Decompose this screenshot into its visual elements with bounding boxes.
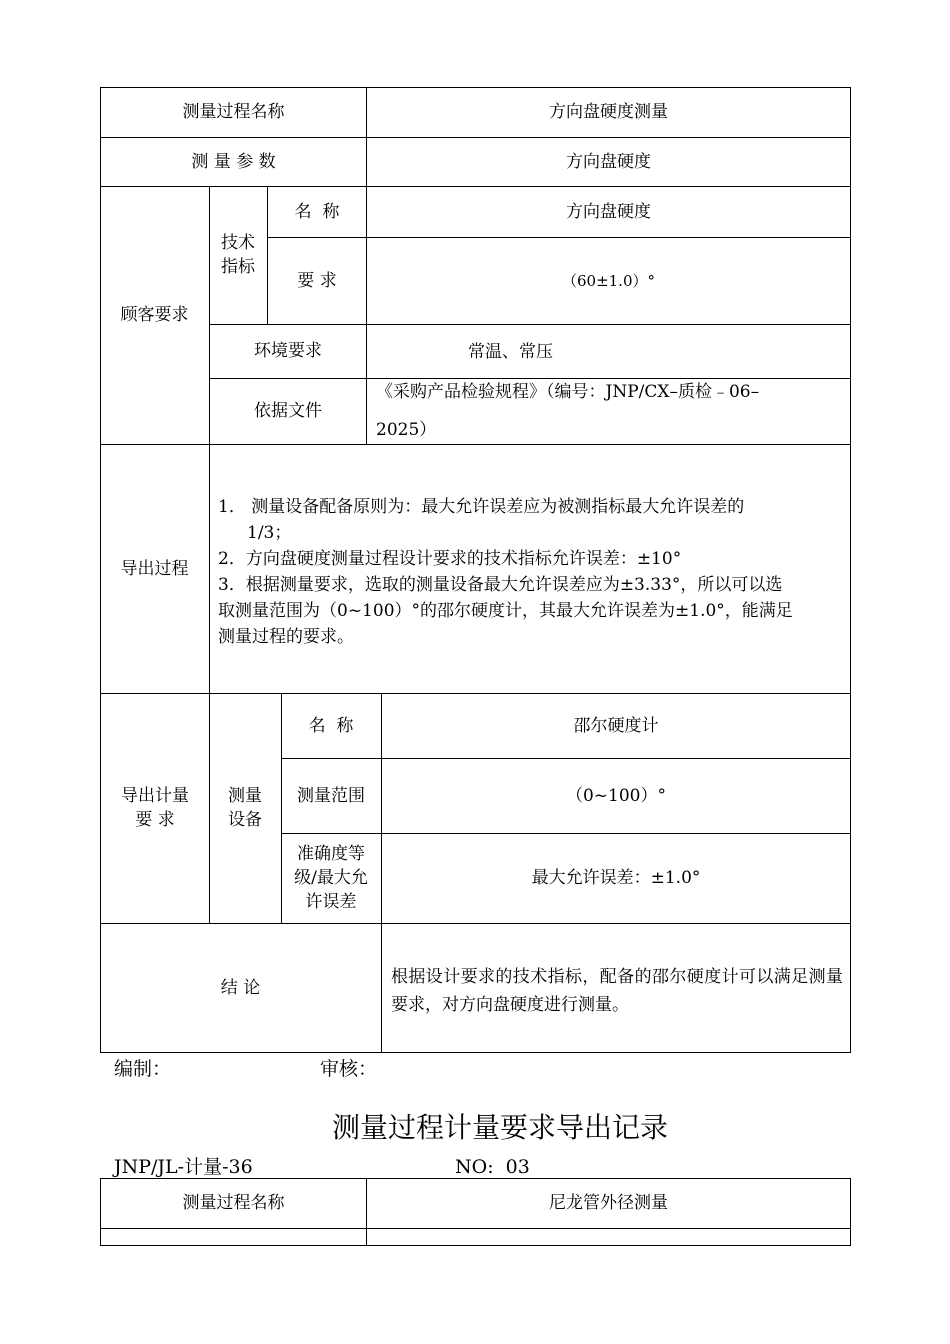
- reviewed-by-label: 审核：: [320, 1058, 378, 1080]
- env-value: 常温、常压: [468, 342, 553, 362]
- param-value: 方向盘硬度: [566, 151, 651, 172]
- range-value: （0~100）°: [565, 785, 666, 806]
- eq-name-value: 邵尔硬度计: [573, 715, 659, 736]
- equipment-label: 测量设备: [228, 786, 262, 830]
- derive-text: [218, 494, 842, 650]
- accuracy-label: 准确度等级/最大允许误差: [294, 844, 368, 912]
- param-label: 测 量 参 数: [191, 151, 276, 172]
- req-label: 要 求: [297, 270, 337, 291]
- metrology-req-label: 导出计量要 求: [121, 786, 189, 830]
- doc-code: JNP/JL-计量-36: [114, 1156, 253, 1178]
- record-title: 测量过程计量要求导出记录: [331, 1111, 668, 1144]
- prepared-by-label: 编制：: [114, 1058, 172, 1080]
- derive-label: 导出过程: [120, 558, 189, 579]
- table2-process-name-label: 测量过程名称: [182, 1193, 285, 1213]
- accuracy-value: 最大允许误差：±1.0°: [531, 868, 701, 888]
- process-name-label: 测量过程名称: [182, 102, 285, 122]
- basis-value-line2: 2025）: [376, 420, 437, 440]
- basis-value-line1: 《采购产品检验规程》（编号：JNP/CX–质检﹣06–: [376, 382, 760, 402]
- derive-line: 测量过程的要求。: [218, 627, 354, 647]
- req-value: （60±1.0）°: [561, 271, 655, 290]
- env-label: 环境要求: [254, 341, 322, 361]
- customer-req-label: 顾客要求: [120, 305, 189, 325]
- tech-index-label: 技术指标: [221, 233, 255, 277]
- derive-line: 取测量范围为（0~100）°的邵尔硬度计，其最大允许误差为±1.0°，能满足: [218, 601, 793, 621]
- derive-line: 1． 测量设备配备原则为：最大允许误差应为被测指标最大允许误差的: [218, 497, 745, 517]
- derive-line: 1/3；: [247, 523, 292, 543]
- name-label: 名 称: [294, 201, 340, 222]
- table2-process-name-value: 尼龙管外径测量: [549, 1193, 668, 1213]
- process-name-value: 方向盘硬度测量: [549, 102, 668, 122]
- range-label: 测量范围: [297, 785, 365, 806]
- basis-label: 依据文件: [254, 401, 322, 421]
- conclusion-value: 根据设计要求的技术指标，配备的邵尔硬度计可以满足测量要求，对方向盘硬度进行测量。: [391, 967, 843, 1015]
- record-number: NO: 03: [455, 1156, 530, 1178]
- derive-line: 2．方向盘硬度测量过程设计要求的技术指标允许误差：±10°: [218, 549, 682, 569]
- eq-name-label: 名 称: [308, 715, 354, 736]
- conclusion-label: 结 论: [220, 977, 261, 998]
- name-value: 方向盘硬度: [566, 201, 651, 222]
- derive-line: 3．根据测量要求，选取的测量设备最大允许误差应为±3.33°，所以可以选: [218, 575, 783, 595]
